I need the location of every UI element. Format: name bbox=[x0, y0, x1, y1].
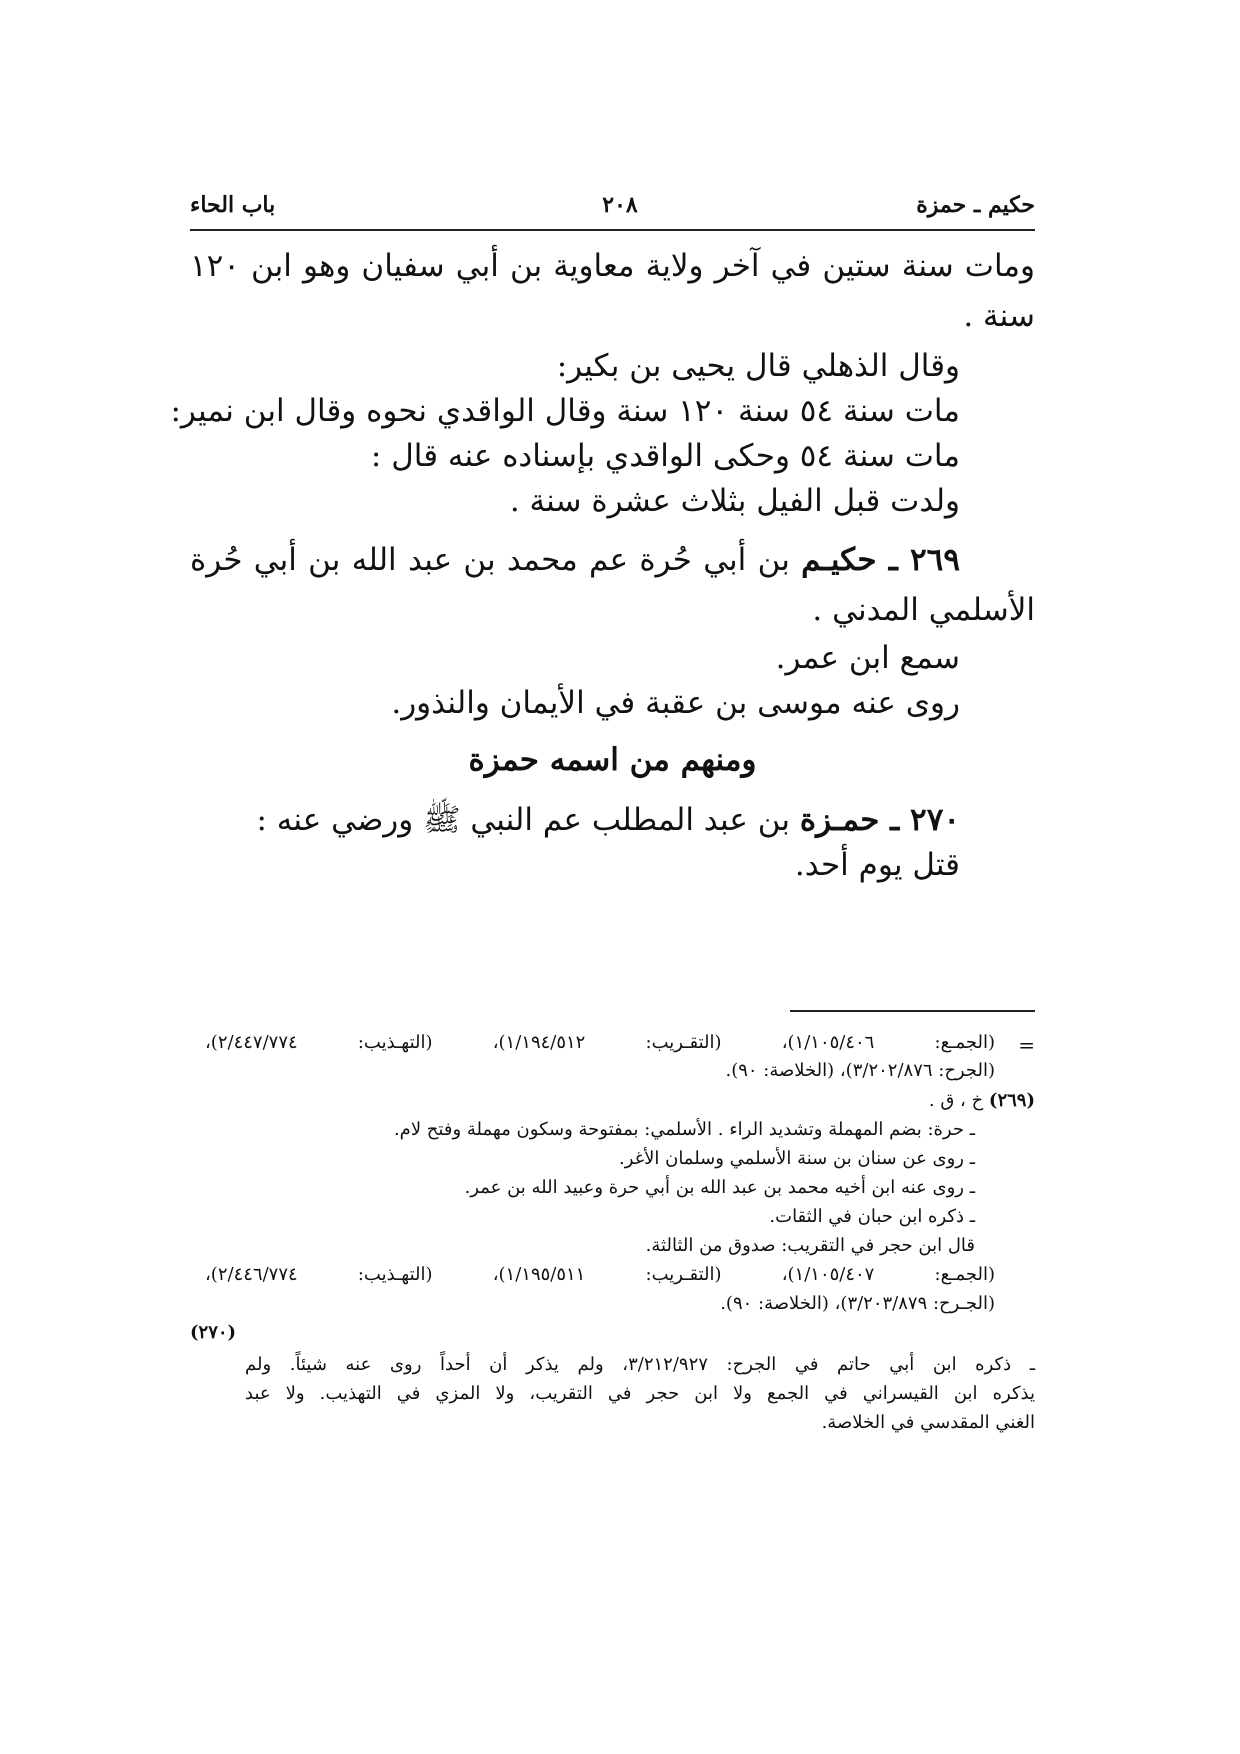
running-header-left: باب الحاء bbox=[190, 192, 276, 218]
body-line-13: قتل يوم أحد. bbox=[794, 847, 960, 883]
body-line-10: روى عنه موسى بن عقبة في الأيمان والنذور. bbox=[391, 685, 960, 721]
header-rule bbox=[190, 229, 1035, 231]
body-line-5: مات سنة ٥٤ وحكى الواقدي بإسناده عنه قال : bbox=[370, 438, 960, 474]
entry-270-line bbox=[257, 800, 961, 840]
footnote-line-5: ـ روى عن سنان بن سنة الأسلمي وسلمان الأغر. bbox=[619, 1148, 975, 1169]
continuation-mark: = bbox=[1018, 1033, 1035, 1057]
entry-270-number: ٢٧٠ ـ حمـزة bbox=[799, 802, 960, 838]
footnote-line-6: ـ روى عنه ابن أخيه محمد بن عبد الله بن أبي حرة وعبيد الله بن عمر. bbox=[464, 1177, 975, 1198]
footnote-line-1: (الجمـع: ١/١٠٥/٤٠٦)، (التقـريب: ١/١٩٤/٥١٢)، (التهـذيب: ٢/٤٤٧/٧٧٤)، bbox=[205, 1032, 995, 1053]
body-line-1: ومات سنة ستين في آخر ولاية معاوية بن أبي سفيان وهو ابن ١٢٠ bbox=[190, 248, 1035, 284]
footnote-270-number: (٢٧٠) bbox=[190, 1322, 237, 1343]
body-line-3: وقال الذهلي قال يحيى بن بكير: bbox=[556, 348, 960, 384]
footnote-rule bbox=[790, 1010, 1035, 1012]
footnote-line-13: يذكره ابن القيسراني في الجمع ولا ابن حجر في التقريب، ولا المزي في التهذيب. ولا عبد bbox=[245, 1383, 1035, 1404]
entry-269-text: بن أبي حُرة عم محمد بن عبد الله بن أبي حُرة bbox=[190, 542, 790, 578]
footnote-line-4: ـ حرة: بضم المهملة وتشديد الراء . الأسلمي: بمفتوحة وسكون مهملة وفتح لام. bbox=[393, 1119, 975, 1140]
body-line-9: سمع ابن عمر. bbox=[775, 640, 960, 676]
footnote-269-text: خ ، ق . bbox=[928, 1090, 984, 1111]
entry-270-text: بن عبد المطلب عم النبي ﷺ ورضي عنه : bbox=[256, 802, 790, 838]
footnote-line-9: (الجمـع: ١/١٠٥/٤٠٧)، (التقـريب: ١/١٩٥/٥١١)، (التهـذيب: ٢/٤٤٦/٧٧٤)، bbox=[205, 1264, 995, 1285]
entry-269-line bbox=[190, 540, 960, 580]
body-line-4: مات سنة ٥٤ سنة ١٢٠ سنة وقال الواقدي نحوه وقال ابن نمير: bbox=[170, 393, 960, 429]
body-line-2: سنة . bbox=[963, 298, 1035, 334]
body-line-8: الأسلمي المدني . bbox=[812, 592, 1035, 628]
footnote-line-7: ـ ذكره ابن حبان في الثقات. bbox=[769, 1206, 975, 1227]
footnote-line-2: (الجرح: ٣/٢٠٢/٨٧٦)، (الخلاصة: ٩٠). bbox=[725, 1060, 995, 1081]
entry-269-number: ٢٦٩ ـ حكيـم bbox=[801, 542, 960, 578]
running-header-right: حكيم ـ حمزة bbox=[916, 192, 1035, 218]
footnote-line-8: قال ابن حجر في التقريب: صدوق من الثالثة. bbox=[645, 1235, 975, 1256]
footnote-line-10: (الجـرح: ٣/٢٠٣/٨٧٩)، (الخلاصة: ٩٠). bbox=[720, 1293, 995, 1314]
footnote-line-12: ـ ذكره ابن أبي حاتم في الجرح: ٣/٢١٢/٩٢٧، ولم يذكر أن أحداً روى عنه شيئاً. ولم bbox=[245, 1354, 1035, 1375]
footnote-269-number: (٢٦٩) bbox=[988, 1090, 1035, 1111]
body-line-6: ولدت قبل الفيل بثلاث عشرة سنة . bbox=[509, 483, 960, 519]
section-heading: ومنهم من اسمه حمزة bbox=[468, 742, 757, 778]
page-number: ٢٠٨ bbox=[602, 192, 638, 218]
footnote-269 bbox=[929, 1088, 1035, 1114]
footnote-line-14: الغني المقدسي في الخلاصة. bbox=[821, 1412, 1035, 1433]
